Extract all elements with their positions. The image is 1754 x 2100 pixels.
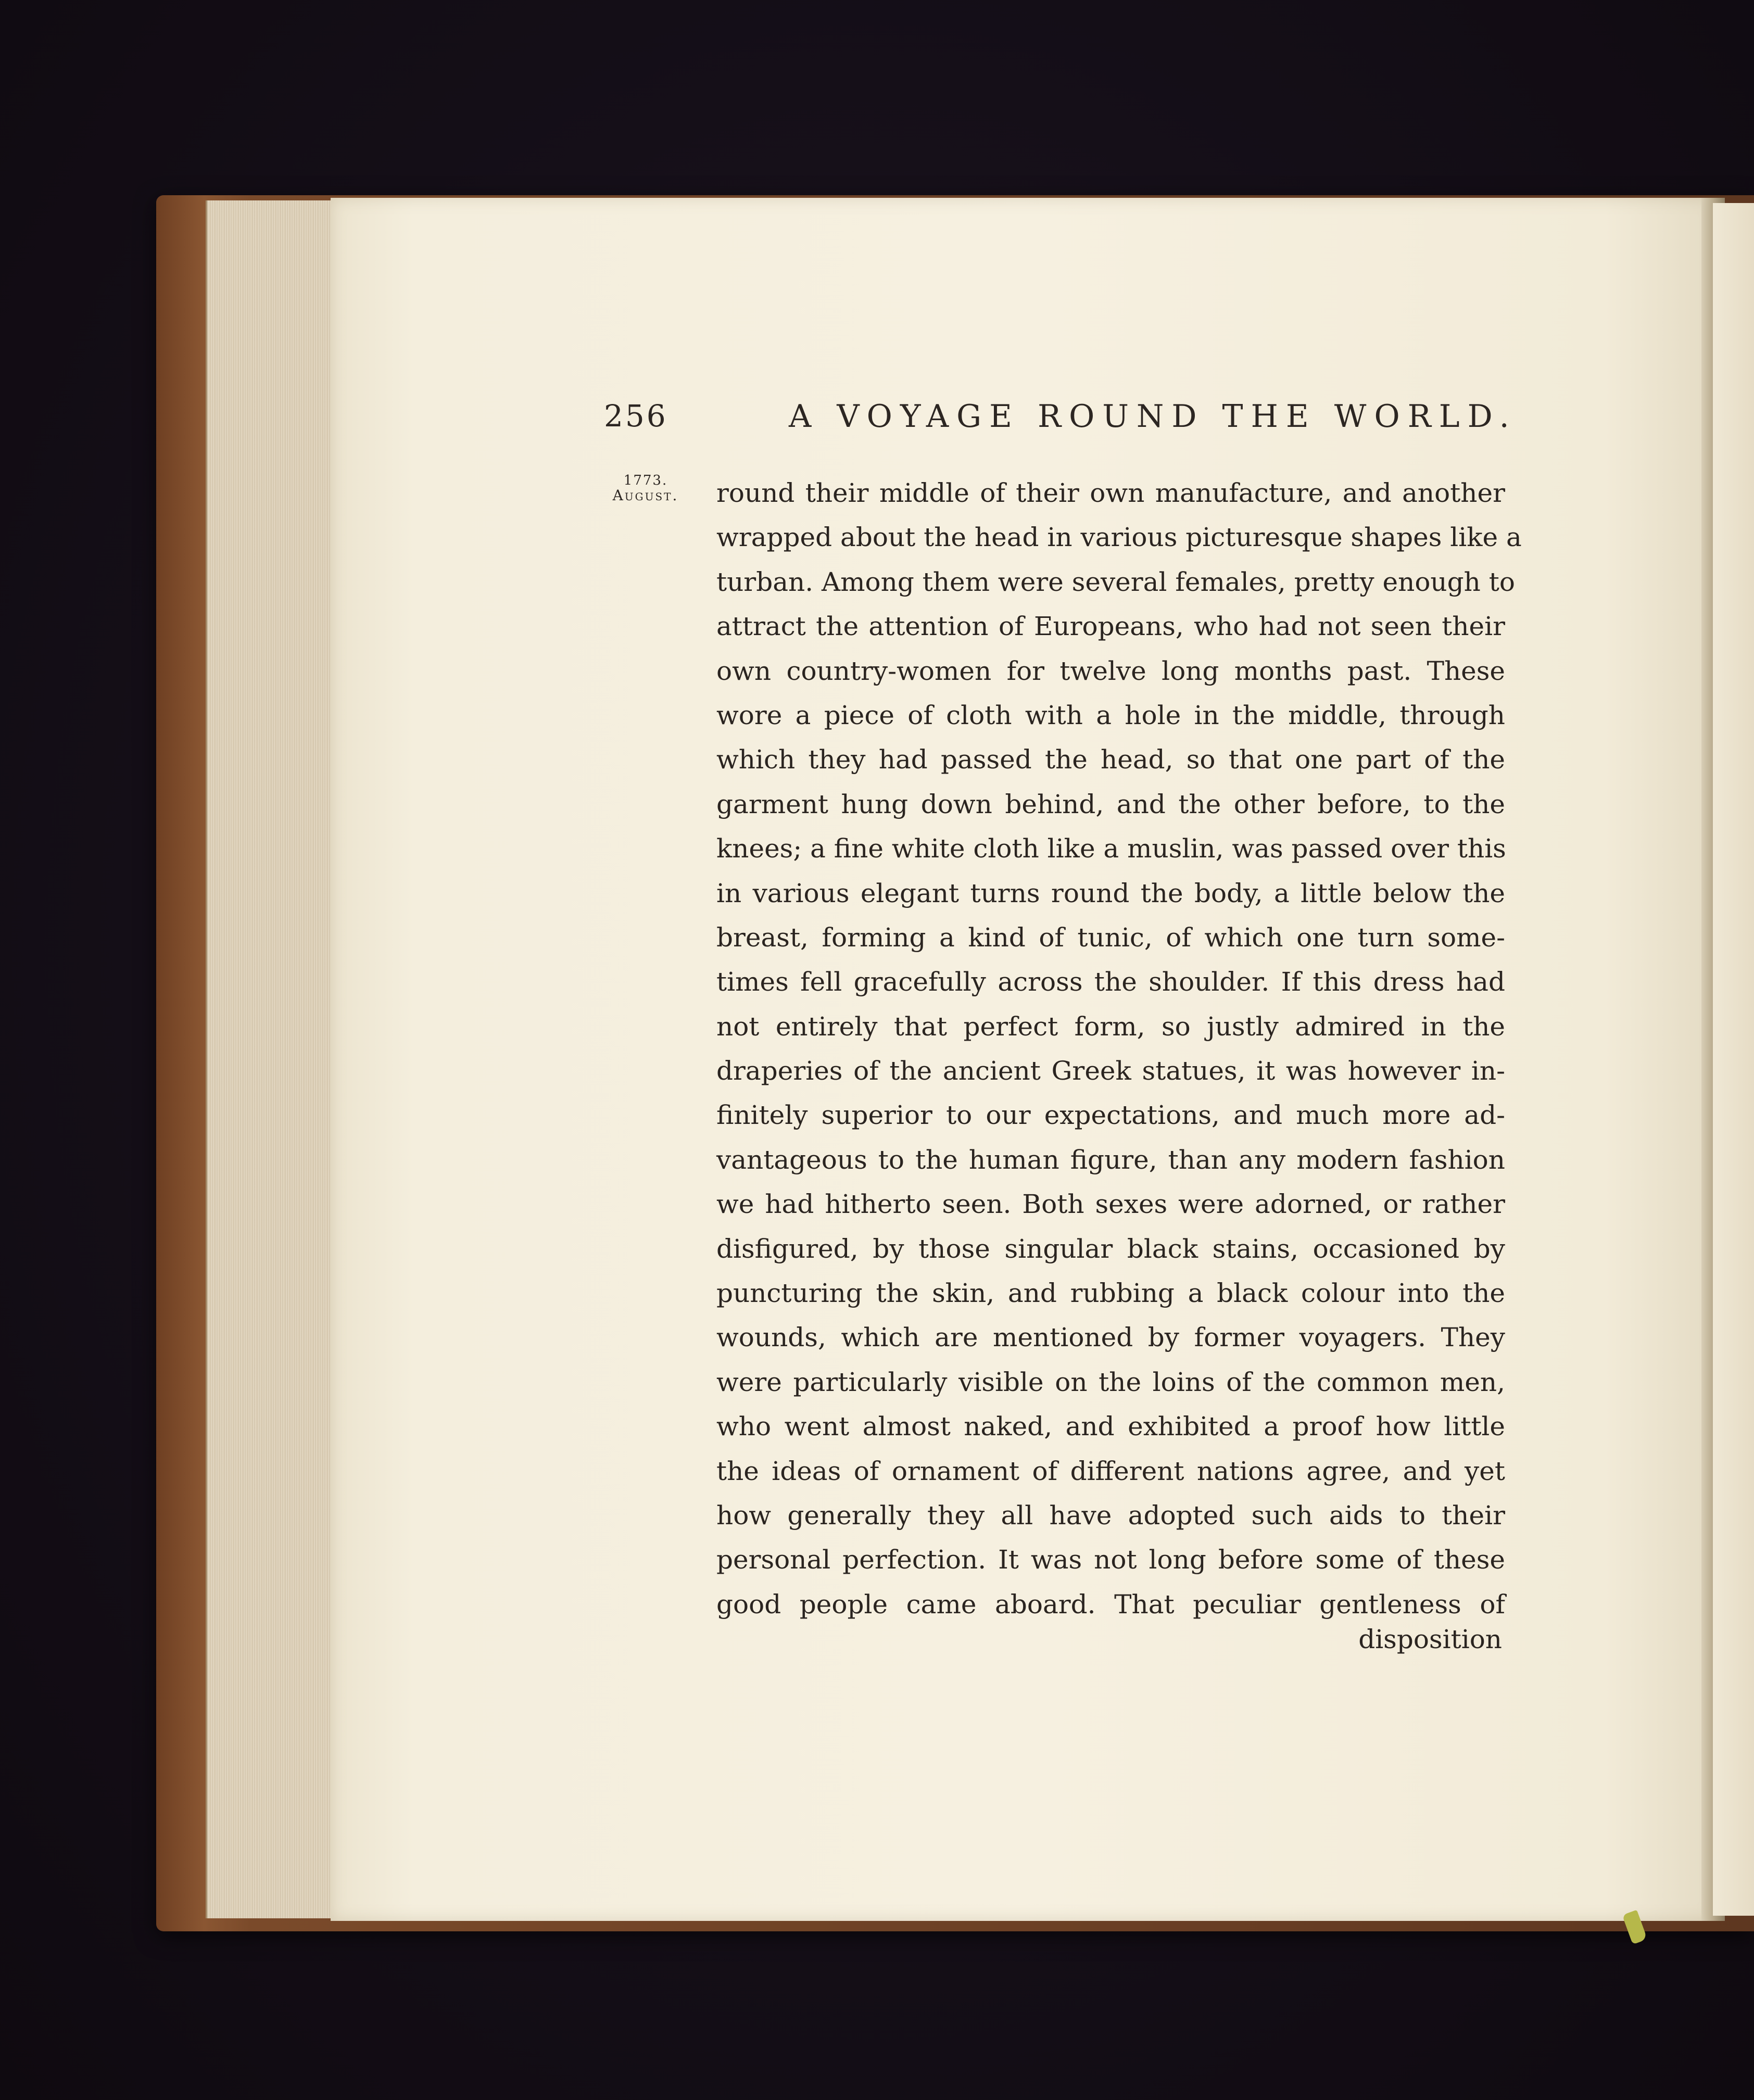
catchword: disposition	[1358, 1624, 1502, 1654]
text-line: turban. Among them were several females, pretty enough to	[716, 566, 1515, 597]
text-line: breast, forming a kind of tunic, of which one turn some-	[716, 922, 1505, 953]
page-number: 256	[604, 398, 668, 434]
text-line: vantageous to the human figure, than any modern fashion	[716, 1144, 1505, 1175]
text-line: finitely superior to our expectations, and much more ad-	[716, 1100, 1505, 1131]
facing-page-edge	[1713, 203, 1754, 1916]
margin-month: August.	[612, 487, 679, 504]
text-line: own country-women for twelve long months past. These	[716, 655, 1505, 686]
text-line: wounds, which are mentioned by former voyagers. They	[716, 1322, 1505, 1353]
text-line: who went almost naked, and exhibited a proof how little	[716, 1411, 1505, 1442]
text-line: personal perfection. It was not long before some of these	[716, 1545, 1505, 1575]
text-line: in various elegant turns round the body, a little below the	[716, 878, 1505, 908]
text-line: were particularly visible on the loins of the common men,	[716, 1367, 1505, 1397]
text-line: not entirely that perfect form, so justly admired in the	[716, 1011, 1505, 1042]
text-line: times fell gracefully across the shoulder. If this dress had	[716, 967, 1505, 997]
body-text	[716, 471, 1522, 1627]
text-line: puncturing the skin, and rubbing a black colour into the	[716, 1278, 1505, 1309]
page-block-edge	[206, 200, 335, 1918]
text-line: round their middle of their own manufacture, and another	[716, 478, 1505, 508]
text-line: wore a piece of cloth with a hole in the middle, through	[716, 700, 1505, 730]
text-line: attract the attention of Europeans, who had not seen their	[716, 611, 1505, 642]
text-line: knees; a fine white cloth like a muslin, was passed over this	[716, 833, 1506, 864]
text-line: disfigured, by those singular black stains, occasioned by	[716, 1233, 1505, 1264]
text-line: good people came aboard. That peculiar gentleness of	[716, 1589, 1505, 1620]
text-line: wrapped about the head in various picturesque shapes like a	[716, 522, 1522, 553]
text-line: the ideas of ornament of different nations agree, and yet	[716, 1456, 1505, 1486]
text-line: which they had passed the head, so that one part of the	[716, 744, 1505, 775]
text-line: draperies of the ancient Greek statues, it was however in-	[716, 1056, 1505, 1086]
text-line: we had hitherto seen. Both sexes were adorned, or rather	[716, 1189, 1505, 1220]
running-title: A VOYAGE ROUND THE WORLD.	[789, 398, 1517, 435]
text-line: how generally they all have adopted such aids to their	[716, 1500, 1505, 1530]
margin-date-note	[604, 474, 687, 503]
margin-year: 1773.	[623, 473, 668, 488]
text-line: garment hung down behind, and the other before, to the	[716, 789, 1505, 819]
